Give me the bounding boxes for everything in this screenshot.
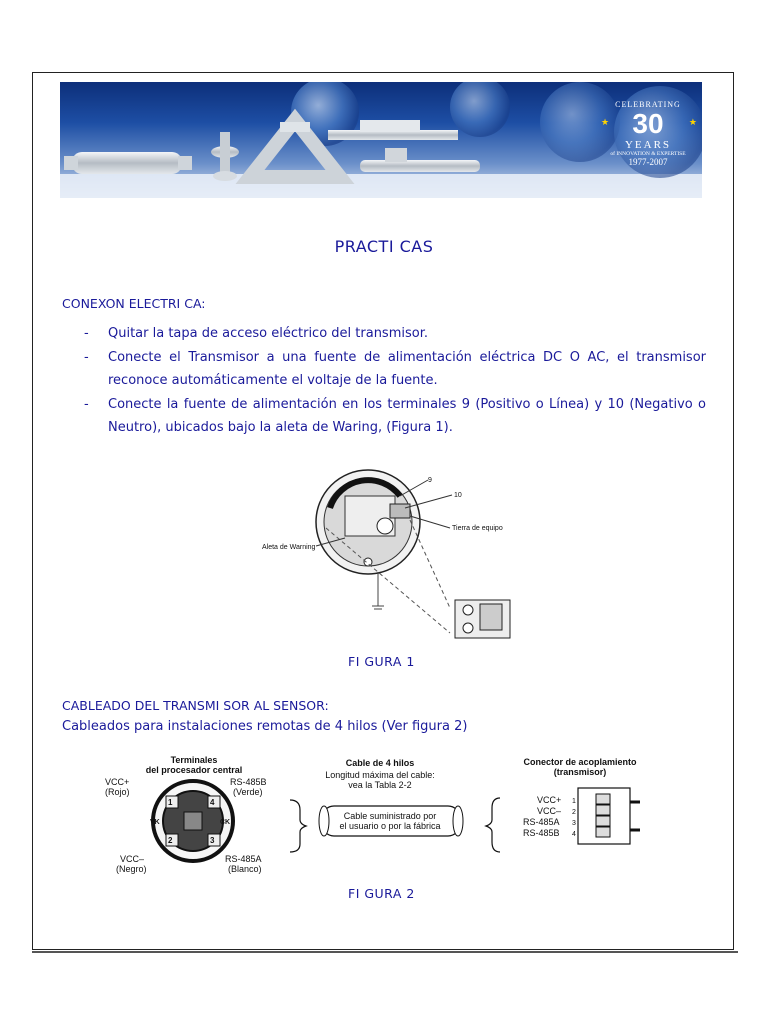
fig2-c-rs485b: RS-485B <box>523 828 560 838</box>
fig2-terminales-subtitle: del procesador central <box>145 765 243 775</box>
page-title: PRACTI CAS <box>334 237 434 256</box>
header-banner <box>60 82 702 198</box>
fig2-conector-subtitle: (transmisor) <box>553 767 607 777</box>
figure-2-diagram <box>100 754 680 879</box>
fig1-label-10: 10 <box>454 492 462 499</box>
fig2-rs485a: RS-485A <box>225 854 262 864</box>
banner-tagline: of INNOVATION & EXPERTISE <box>610 151 686 157</box>
figure-1-diagram <box>250 468 530 648</box>
fig2-pin-4: 4 <box>572 831 576 838</box>
list-item-text: Conecte el Transmisor a una fuente de alimentación eléctrica DC O AC, el transmisor reconoce automáticamente el voltaje de la fuente. <box>108 349 706 388</box>
frame-shadow <box>32 951 738 953</box>
fig2-cable-title: Cable de 4 hilos <box>345 758 415 768</box>
fig2-rojo: (Rojo) <box>105 787 130 797</box>
fig2-c-rs485a: RS-485A <box>523 817 560 827</box>
list-item-text: Quitar la tapa de acceso eléctrico del transmisor. <box>108 326 428 341</box>
fig2-cable-note-1: Cable suministrado por <box>343 811 437 821</box>
fig1-label-aleta: Aleta de Warning <box>262 544 316 551</box>
section-heading-conexion: CONEXON ELECTRI CA: <box>62 296 206 311</box>
fig2-conector-title: Conector de acoplamiento <box>523 757 637 767</box>
list-item <box>84 322 706 346</box>
fig2-term-3: 3 <box>210 836 215 845</box>
section-heading-cableado: CABLEADO DEL TRANSMI SOR AL SENSOR: <box>62 698 329 713</box>
instructions-list <box>84 322 706 440</box>
figure-2-caption: FI GURA 2 <box>348 886 415 901</box>
banner-range: 1977-2007 <box>628 157 668 167</box>
fig2-blanco: (Blanco) <box>228 864 262 874</box>
fig2-vccminus: VCC– <box>120 854 145 864</box>
fig2-cable-sub-1: Longitud máxima del cable: <box>325 770 435 780</box>
star-icon: ★ <box>601 117 610 127</box>
bullet: - <box>84 396 89 412</box>
section-subheading-cableado: Cableados para instalaciones remotas de 4 hilos (Ver figura 2) <box>62 719 468 734</box>
fig1-label-tierra: Tierra de equipo <box>452 525 503 532</box>
banner-years: YEARS <box>624 139 672 151</box>
fig2-negro: (Negro) <box>116 864 147 874</box>
fig2-term-vk: VK <box>150 819 160 826</box>
banner-celebrating: CELEBRATING <box>615 100 681 109</box>
fig2-vccplus: VCC+ <box>105 777 130 787</box>
fig1-label-9: 9 <box>428 477 432 484</box>
fig2-cable-note-2: el usuario o por la fábrica <box>339 821 441 831</box>
fig2-term-ck: CK <box>220 819 231 826</box>
fig2-pin-2: 2 <box>572 809 576 816</box>
list-item-text: Conecte la fuente de alimentación en los terminales 9 (Positivo o Línea) y 10 (Negativo o Neutro), ubicados bajo la aleta de Waring, (Figura 1). <box>108 396 706 435</box>
fig2-verde: (Verde) <box>233 787 263 797</box>
fig2-cable-sub-2: vea la Tabla 2-2 <box>348 780 412 790</box>
fig2-term-2: 2 <box>168 836 173 845</box>
fig2-rs485b: RS-485B <box>230 777 267 787</box>
list-item <box>84 393 706 440</box>
fig2-c-vccminus: VCC– <box>537 806 562 816</box>
fig2-terminales-title: Terminales <box>170 755 218 765</box>
fig2-term-4: 4 <box>210 798 215 807</box>
bullet: - <box>84 326 89 341</box>
fig2-term-1: 1 <box>168 798 173 807</box>
fig2-pin-3: 3 <box>572 820 576 827</box>
banner-number: 30 <box>632 108 664 139</box>
star-icon: ★ <box>688 117 697 127</box>
list-item <box>84 346 706 393</box>
fig2-pin-1: 1 <box>572 798 576 805</box>
bullet: - <box>84 349 89 365</box>
figure-1-caption: FI GURA 1 <box>348 654 415 669</box>
fig2-c-vccplus: VCC+ <box>537 795 562 805</box>
